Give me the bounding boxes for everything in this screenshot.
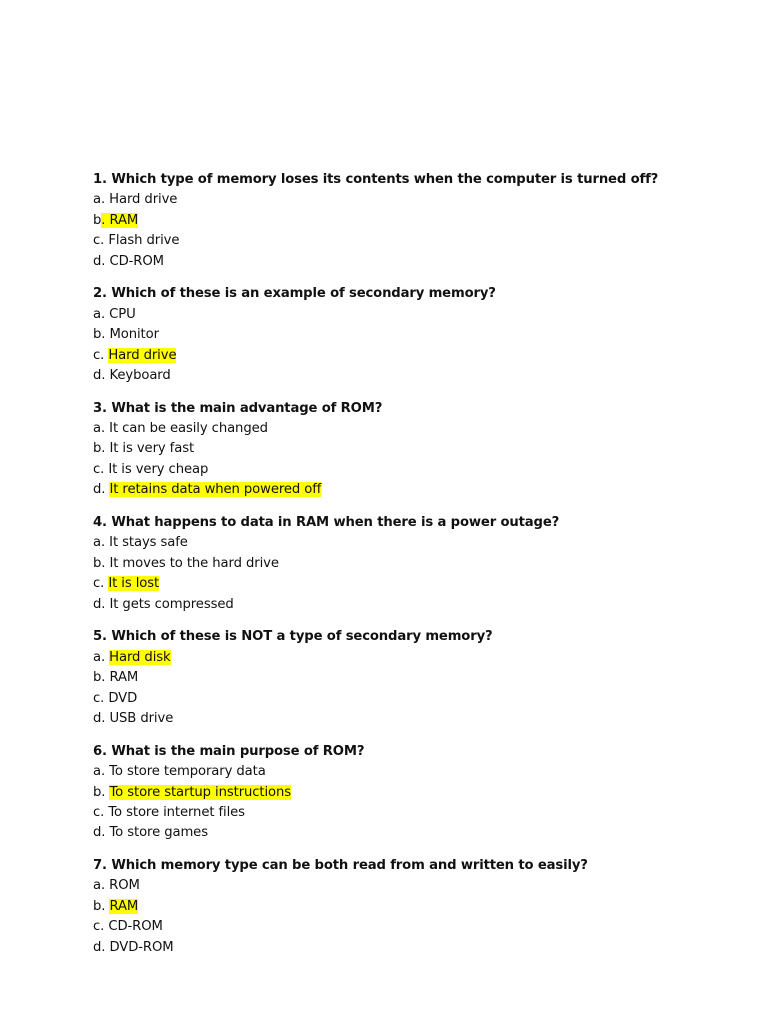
question-title: 1. Which type of memory loses its contents when the computer is turned off?	[93, 172, 659, 187]
option-prefix: a.	[93, 764, 110, 780]
option-prefix: c.	[93, 347, 109, 363]
answer-option	[93, 709, 733, 729]
option-prefix: d.	[93, 253, 110, 269]
quiz	[93, 170, 733, 970]
option-text: It stays safe	[109, 535, 188, 551]
option-text: Flash drive	[108, 233, 180, 249]
answer-option	[93, 917, 733, 937]
answer-option	[93, 305, 733, 325]
option-prefix: c.	[93, 233, 109, 249]
option-prefix: b.	[93, 784, 110, 800]
question-2	[93, 284, 733, 386]
highlighted-answer: . RAM	[101, 212, 139, 228]
option-text: It is very cheap	[108, 461, 209, 477]
highlighted-answer: It retains data when powered off	[109, 482, 322, 498]
question-6	[93, 742, 733, 844]
question-7	[93, 856, 733, 958]
answer-option	[93, 480, 733, 500]
option-text: RAM	[109, 670, 139, 686]
question-title: 7. Which memory type can be both read from and written to easily?	[93, 858, 588, 874]
answer-option	[93, 938, 733, 958]
answer-option	[93, 439, 733, 459]
question-5	[93, 627, 733, 729]
option-text: Hard drive	[109, 192, 178, 208]
answer-option	[93, 762, 733, 782]
answer-option	[93, 346, 733, 366]
answer-option	[93, 574, 733, 594]
option-prefix: b.	[93, 327, 110, 343]
question-3	[93, 399, 733, 501]
answer-option	[93, 533, 733, 553]
answer-option	[93, 325, 733, 345]
option-prefix: b.	[93, 555, 110, 571]
option-text: CD-ROM	[108, 919, 163, 935]
question-title: 6. What is the main purpose of ROM?	[93, 743, 365, 759]
option-prefix: a.	[93, 192, 110, 208]
option-text: It is very fast	[109, 441, 195, 457]
option-prefix: a.	[93, 535, 110, 551]
question-title: 4. What happens to data in RAM when there is a power outage?	[93, 515, 560, 531]
option-prefix: d.	[93, 825, 110, 841]
option-text: Keyboard	[109, 367, 171, 383]
option-text: CPU	[109, 306, 136, 322]
question-title: 2. Which of these is an example of secondary memory?	[93, 286, 496, 302]
answer-option	[93, 823, 733, 843]
answer-option	[93, 211, 733, 231]
highlighted-answer: Hard drive	[108, 347, 177, 363]
highlighted-answer: To store startup instructions	[109, 784, 292, 800]
question-4	[93, 513, 733, 615]
option-prefix: c.	[93, 576, 109, 592]
option-prefix: a.	[93, 421, 110, 437]
option-prefix: c.	[93, 804, 109, 820]
question-title: 5. Which of these is NOT a type of secondary memory?	[93, 629, 493, 645]
answer-option	[93, 689, 733, 709]
answer-option	[93, 190, 733, 210]
option-prefix: d.	[93, 939, 110, 955]
highlighted-answer: Hard disk	[109, 649, 171, 665]
option-prefix: c.	[93, 690, 109, 706]
question-1	[93, 170, 733, 272]
answer-option	[93, 252, 733, 272]
answer-option	[93, 554, 733, 574]
answer-option	[93, 231, 733, 251]
option-text: DVD-ROM	[109, 939, 174, 955]
answer-option	[93, 595, 733, 615]
option-prefix: c.	[93, 461, 109, 477]
option-prefix: c.	[93, 919, 109, 935]
option-text: DVD	[108, 690, 138, 706]
highlighted-answer: RAM	[109, 898, 139, 914]
answer-option	[93, 460, 733, 480]
option-text: It gets compressed	[109, 596, 234, 612]
option-text: Monitor	[109, 327, 159, 343]
option-prefix: d.	[93, 710, 110, 726]
option-prefix: a.	[93, 878, 110, 894]
option-text: To store games	[109, 825, 208, 841]
option-text: To store temporary data	[109, 764, 266, 780]
option-prefix: d.	[93, 482, 110, 498]
answer-option	[93, 648, 733, 668]
answer-option	[93, 419, 733, 439]
option-prefix: b	[93, 212, 102, 228]
answer-option	[93, 783, 733, 803]
option-text: It can be easily changed	[109, 421, 268, 437]
option-prefix: b.	[93, 670, 110, 686]
answer-option	[93, 803, 733, 823]
option-prefix: a.	[93, 649, 110, 665]
question-title: 3. What is the main advantage of ROM?	[93, 400, 383, 416]
option-text: USB drive	[109, 710, 174, 726]
option-text: To store internet files	[108, 804, 245, 820]
answer-option	[93, 668, 733, 688]
option-prefix: b.	[93, 441, 110, 457]
option-prefix: b.	[93, 898, 110, 914]
option-prefix: d.	[93, 367, 110, 383]
answer-option	[93, 897, 733, 917]
option-prefix: d.	[93, 596, 110, 612]
answer-option	[93, 876, 733, 896]
option-text: CD-ROM	[109, 253, 164, 269]
option-text: It moves to the hard drive	[109, 555, 279, 571]
answer-option	[93, 366, 733, 386]
option-prefix: a.	[93, 306, 110, 322]
highlighted-answer: It is lost	[108, 576, 160, 592]
option-text: ROM	[109, 878, 140, 894]
